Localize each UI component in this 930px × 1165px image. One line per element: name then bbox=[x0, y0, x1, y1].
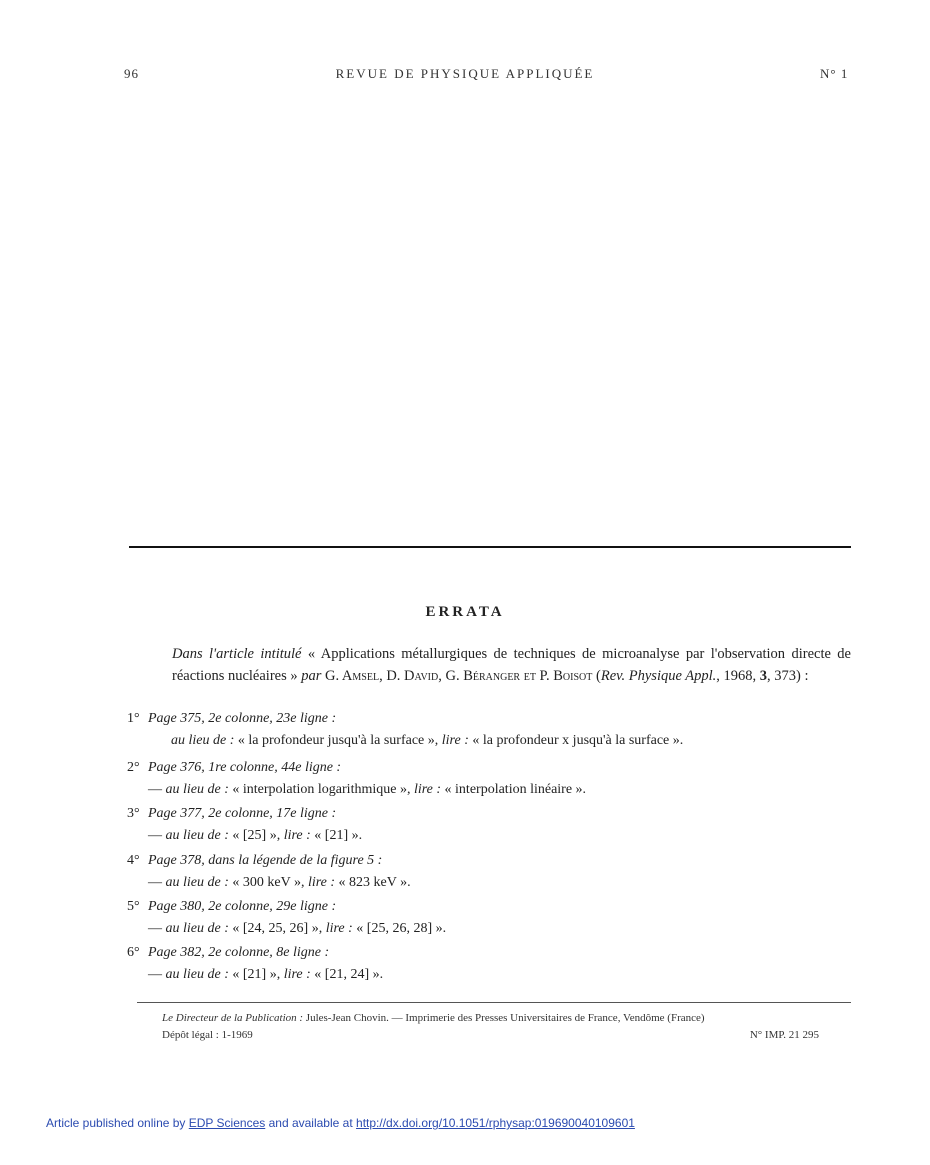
citation-journal: Rev. Physique Appl. bbox=[600, 668, 717, 684]
doi-link[interactable]: http://dx.doi.org/10.1051/rphysap:019690040109601 bbox=[356, 1116, 635, 1130]
errata-item bbox=[127, 850, 851, 894]
item-location: Page 376, 1re colonne, 44e ligne : bbox=[148, 760, 342, 775]
page-number: 96 bbox=[124, 66, 139, 81]
citation-year: , 1968, bbox=[716, 668, 757, 684]
lire-label: lire : bbox=[283, 967, 311, 982]
wrong-text: « 300 keV », bbox=[232, 875, 305, 890]
item-dash: — bbox=[148, 967, 162, 982]
intro-par: par bbox=[301, 668, 322, 684]
errata-item bbox=[127, 803, 851, 847]
item-location: Page 378, dans la légende de la figure 5 : bbox=[148, 853, 383, 868]
director-text: Jules-Jean Chovin. — Imprimerie des Presses Universitaires de France, Vendôme (France) bbox=[305, 1012, 705, 1024]
article-title: « Applications métallurgiques de techniques de microanalyse par l'observation directe de réactions nucléaires » bbox=[172, 646, 851, 684]
correct-text: « [21, 24] ». bbox=[314, 967, 384, 982]
online-text-1: Article published online by bbox=[46, 1116, 186, 1130]
director-label: Le Directeur de la Publication : bbox=[162, 1012, 304, 1024]
item-location: Page 377, 2e colonne, 17e ligne : bbox=[148, 806, 337, 821]
intro-lead: Dans l'article intitulé bbox=[172, 646, 302, 662]
issue-number: N° 1 bbox=[820, 66, 849, 81]
item-location: Page 380, 2e colonne, 29e ligne : bbox=[148, 899, 337, 914]
online-text-2: and available at bbox=[268, 1116, 353, 1130]
publication-footer bbox=[162, 1010, 819, 1044]
correct-text: « 823 keV ». bbox=[338, 875, 411, 890]
online-notice bbox=[46, 1116, 635, 1130]
depot-legal: Dépôt légal : 1-1969 bbox=[162, 1029, 253, 1041]
au-lieu-de-label: au lieu de : bbox=[165, 967, 229, 982]
citation-volume: 3 bbox=[759, 668, 768, 684]
au-lieu-de-label: au lieu de : bbox=[171, 733, 235, 748]
item-number: 5° bbox=[127, 899, 140, 914]
wrong-text: « [25] », bbox=[232, 828, 281, 843]
item-number: 6° bbox=[127, 945, 140, 960]
publisher-link[interactable]: EDP Sciences bbox=[188, 1116, 266, 1130]
item-number: 2° bbox=[127, 760, 140, 775]
au-lieu-de-label: au lieu de : bbox=[165, 875, 229, 890]
errata-item bbox=[127, 896, 851, 940]
lire-label: lire : bbox=[325, 921, 353, 936]
authors: G. Amsel, D. David, G. Béranger et P. Boisot bbox=[325, 668, 593, 684]
errata-heading: ERRATA bbox=[425, 604, 505, 620]
wrong-text: « interpolation logarithmique », bbox=[232, 782, 411, 797]
item-dash: — bbox=[148, 782, 162, 797]
item-location: Page 375, 2e colonne, 23e ligne : bbox=[148, 711, 337, 726]
section-divider bbox=[129, 546, 851, 548]
item-number: 1° bbox=[127, 711, 140, 726]
item-dash: — bbox=[148, 875, 162, 890]
correct-text: « [21] ». bbox=[314, 828, 363, 843]
item-dash: — bbox=[148, 921, 162, 936]
wrong-text: « la profondeur jusqu'à la surface », bbox=[237, 733, 439, 748]
item-number: 3° bbox=[127, 806, 140, 821]
journal-title: REVUE DE PHYSIQUE APPLIQUÉE bbox=[335, 66, 595, 81]
correct-text: « la profondeur x jusqu'à la surface ». bbox=[472, 733, 684, 748]
errata-intro: Dans l'article intitulé « Applications métallurgiques de techniques de microanalyse par l'observation directe de réactions nucléaires » par G. Amsel, D. David, G. Béranger et P. Boisot (Rev. Physique Appl., 1968, 3, 373) : bbox=[172, 646, 851, 684]
item-location: Page 382, 2e colonne, 8e ligne : bbox=[148, 945, 330, 960]
item-dash: — bbox=[148, 828, 162, 843]
au-lieu-de-label: au lieu de : bbox=[165, 921, 229, 936]
item-number: 4° bbox=[127, 853, 140, 868]
imp-number: N° IMP. 21 295 bbox=[749, 1029, 819, 1041]
lire-label: lire : bbox=[307, 875, 336, 890]
lire-label: lire : bbox=[441, 733, 469, 748]
au-lieu-de-label: au lieu de : bbox=[165, 782, 229, 797]
errata-item bbox=[127, 942, 851, 986]
errata-item bbox=[127, 757, 851, 801]
citation-pages: , 373) : bbox=[767, 668, 809, 684]
correct-text: « [25, 26, 28] ». bbox=[356, 921, 447, 936]
footer-divider bbox=[137, 1002, 851, 1004]
wrong-text: « [21] », bbox=[232, 967, 281, 982]
wrong-text: « [24, 25, 26] », bbox=[232, 921, 323, 936]
correct-text: « interpolation linéaire ». bbox=[444, 782, 587, 797]
errata-item bbox=[127, 708, 851, 752]
au-lieu-de-label: au lieu de : bbox=[165, 828, 229, 843]
lire-label: lire : bbox=[413, 782, 442, 797]
lire-label: lire : bbox=[283, 828, 311, 843]
